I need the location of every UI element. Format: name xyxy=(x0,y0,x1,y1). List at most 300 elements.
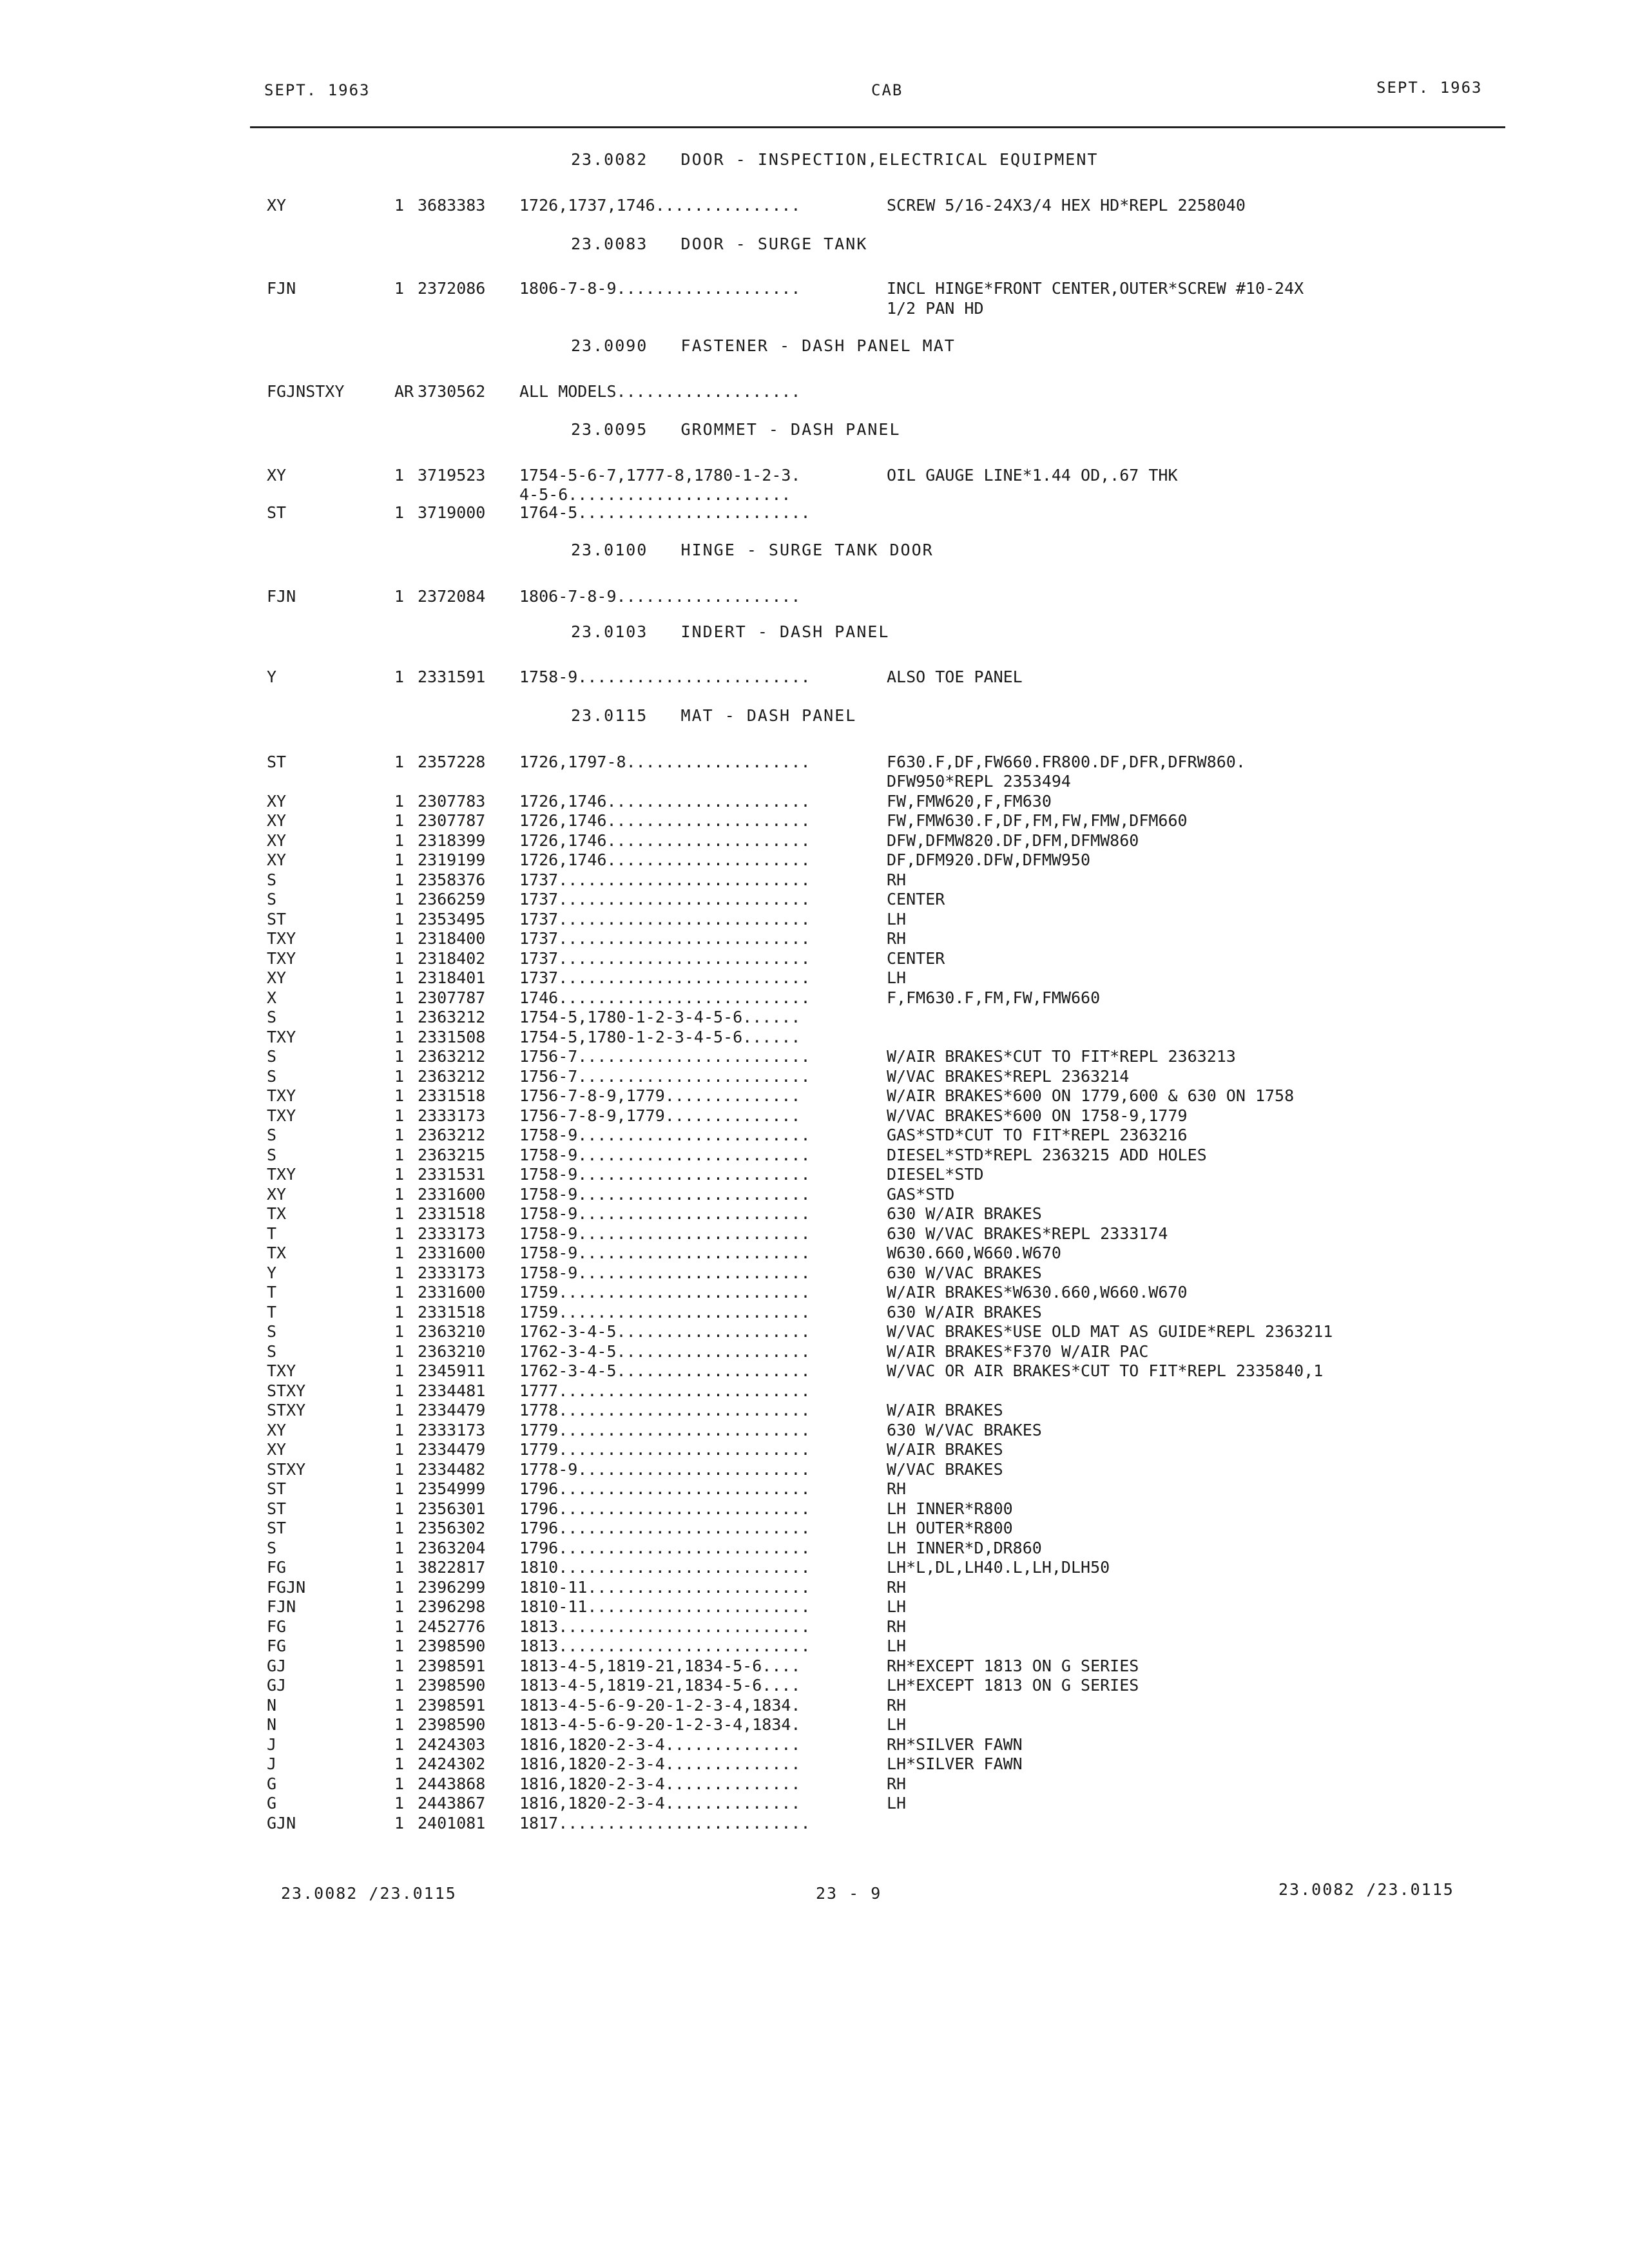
model-code: GJ xyxy=(267,1657,287,1675)
remark: RH*EXCEPT 1813 ON G SERIES xyxy=(887,1657,1139,1675)
part-number: 2345911 xyxy=(418,1361,486,1380)
model-code: T xyxy=(267,1283,277,1302)
model-code: ST xyxy=(267,1479,287,1498)
model-code: S xyxy=(267,1126,277,1144)
part-number: 2443867 xyxy=(418,1794,486,1812)
model-applicability: 1813.......................... xyxy=(519,1617,811,1636)
model-applicability: 1737.......................... xyxy=(519,890,811,908)
quantity: 1 xyxy=(394,1676,405,1695)
model-code: S xyxy=(267,1539,277,1557)
part-row xyxy=(0,1774,1629,1794)
remark: 630 W/AIR BRAKES xyxy=(887,1303,1042,1321)
remark: W/AIR BRAKES*600 ON 1779,600 & 630 ON 1758 xyxy=(887,1086,1295,1105)
quantity: 1 xyxy=(394,1539,405,1557)
part-row xyxy=(0,381,1629,402)
remark: W/VAC BRAKES*USE OLD MAT AS GUIDE*REPL 2363211 xyxy=(887,1322,1333,1341)
part-row xyxy=(0,968,1629,988)
part-row xyxy=(0,1027,1629,1048)
remark: 630 W/VAC BRAKES xyxy=(887,1264,1042,1282)
section-heading xyxy=(0,419,1629,440)
part-number: 2307787 xyxy=(418,811,486,830)
remark: DFW950*REPL 2353494 xyxy=(887,772,1071,791)
model-code: STXY xyxy=(267,1460,306,1479)
part-number: 2396298 xyxy=(418,1597,486,1616)
quantity: 1 xyxy=(394,1342,405,1361)
model-applicability: 1764-5........................ xyxy=(519,503,811,522)
part-row xyxy=(0,503,1629,523)
model-code: XY xyxy=(267,1421,287,1439)
model-applicability: 1762-3-4-5.................... xyxy=(519,1342,811,1361)
quantity: 1 xyxy=(394,929,405,948)
model-applicability: 1754-5,1780-1-2-3-4-5-6...... xyxy=(519,1028,801,1046)
part-row xyxy=(0,909,1629,930)
quantity: 1 xyxy=(394,1283,405,1302)
quantity: 1 xyxy=(394,1774,405,1793)
part-row xyxy=(0,1675,1629,1696)
part-number: 2424302 xyxy=(418,1754,486,1773)
part-number: 2353495 xyxy=(418,910,486,928)
model-applicability: 1813-4-5,1819-21,1834-5-6.... xyxy=(519,1676,801,1695)
section-title: 23.0103 INDERT - DASH PANEL xyxy=(571,622,890,641)
quantity: 1 xyxy=(394,1008,405,1026)
page-number: 23 - 9 xyxy=(816,1884,882,1903)
part-number: 2356301 xyxy=(418,1499,486,1518)
part-row xyxy=(0,1086,1629,1106)
part-number: 2363215 xyxy=(418,1146,486,1164)
part-number: 2333173 xyxy=(418,1264,486,1282)
remark: W/VAC OR AIR BRAKES*CUT TO FIT*REPL 2335840,1 xyxy=(887,1361,1324,1380)
quantity: 1 xyxy=(394,1715,405,1734)
model-applicability: 1758-9........................ xyxy=(519,1204,811,1223)
footer-range-right: 23.0082 /23.0115 xyxy=(1278,1880,1454,1899)
quantity: 1 xyxy=(394,1028,405,1046)
model-applicability: 1816,1820-2-3-4.............. xyxy=(519,1794,801,1812)
part-number: 2398590 xyxy=(418,1676,486,1695)
remark: 630 W/AIR BRAKES xyxy=(887,1204,1042,1223)
model-code: XY xyxy=(267,968,287,987)
section-heading xyxy=(0,234,1629,255)
model-code: ST xyxy=(267,1499,287,1518)
remark: DIESEL*STD xyxy=(887,1165,984,1184)
part-row xyxy=(0,1164,1629,1185)
model-applicability: 1796.......................... xyxy=(519,1499,811,1518)
part-row xyxy=(0,928,1629,949)
part-number: 2331531 xyxy=(418,1165,486,1184)
part-row xyxy=(0,988,1629,1008)
model-code: TXY xyxy=(267,1361,296,1380)
model-applicability: 1806-7-8-9................... xyxy=(519,279,801,298)
remark: LH*L,DL,LH40.L,LH,DLH50 xyxy=(887,1558,1110,1577)
model-code: G xyxy=(267,1794,277,1812)
remark: RH xyxy=(887,1479,907,1498)
quantity: 1 xyxy=(394,1578,405,1597)
model-code: TXY xyxy=(267,1086,296,1105)
section-heading xyxy=(0,149,1629,170)
part-number: 2331600 xyxy=(418,1283,486,1302)
part-row xyxy=(0,667,1629,687)
model-applicability: 1726,1746..................... xyxy=(519,831,811,850)
remark: DF,DFM920.DFW,DFMW950 xyxy=(887,850,1091,869)
part-row xyxy=(0,1381,1629,1401)
part-number: 2331518 xyxy=(418,1204,486,1223)
model-code: J xyxy=(267,1754,277,1773)
model-applicability: 1726,1746..................... xyxy=(519,850,811,869)
quantity: 1 xyxy=(394,792,405,811)
remark: 1/2 PAN HD xyxy=(887,299,984,318)
remark: ALSO TOE PANEL xyxy=(887,668,1023,686)
quantity: 1 xyxy=(394,1322,405,1341)
part-number: 2398590 xyxy=(418,1637,486,1655)
section-title: 23.0090 FASTENER - DASH PANEL MAT xyxy=(571,336,956,355)
part-row xyxy=(0,1518,1629,1539)
quantity: 1 xyxy=(394,1165,405,1184)
part-row xyxy=(0,1106,1629,1126)
remark: W/VAC BRAKES*600 ON 1758-9,1779 xyxy=(887,1106,1188,1125)
part-row xyxy=(0,850,1629,870)
quantity: 1 xyxy=(394,1086,405,1105)
part-row xyxy=(0,1302,1629,1323)
model-code: ST xyxy=(267,1519,287,1537)
quantity: 1 xyxy=(394,1047,405,1066)
model-code: FG xyxy=(267,1558,287,1577)
quantity: 1 xyxy=(394,1657,405,1675)
part-row xyxy=(0,1243,1629,1264)
part-row xyxy=(0,870,1629,890)
part-row xyxy=(0,1361,1629,1381)
remark: 630 W/VAC BRAKES*REPL 2333174 xyxy=(887,1224,1168,1243)
quantity: 1 xyxy=(394,1617,405,1636)
model-code: S xyxy=(267,1342,277,1361)
quantity: 1 xyxy=(394,870,405,889)
part-number: 2363204 xyxy=(418,1539,486,1557)
model-applicability: 1813-4-5-6-9-20-1-2-3-4,1834. xyxy=(519,1715,801,1734)
remark: W630.660,W660.W670 xyxy=(887,1244,1061,1262)
model-applicability: 1758-9........................ xyxy=(519,1185,811,1204)
model-code: XY xyxy=(267,831,287,850)
part-number: 2307787 xyxy=(418,988,486,1007)
part-row xyxy=(0,752,1629,773)
remark: W/VAC BRAKES xyxy=(887,1460,1003,1479)
quantity: 1 xyxy=(394,668,405,686)
quantity: 1 xyxy=(394,466,405,485)
remark: LH xyxy=(887,1794,907,1812)
part-number: 2331518 xyxy=(418,1086,486,1105)
quantity: 1 xyxy=(394,1735,405,1754)
part-number: 2333173 xyxy=(418,1421,486,1439)
model-code: TX xyxy=(267,1244,287,1262)
part-number: 2372086 xyxy=(418,279,486,298)
quantity: 1 xyxy=(394,831,405,850)
part-row xyxy=(0,1341,1629,1362)
part-number: 2363210 xyxy=(418,1342,486,1361)
model-applicability: 1777.......................... xyxy=(519,1381,811,1400)
remark: W/AIR BRAKES*F370 W/AIR PAC xyxy=(887,1342,1149,1361)
model-code: X xyxy=(267,988,277,1007)
model-applicability: 1813-4-5-6-9-20-1-2-3-4,1834. xyxy=(519,1696,801,1715)
section-heading xyxy=(0,706,1629,726)
part-row xyxy=(0,1459,1629,1480)
model-applicability: 4-5-6....................... xyxy=(519,485,791,504)
remark: LH xyxy=(887,968,907,987)
part-number: 2354999 xyxy=(418,1479,486,1498)
part-number: 2333173 xyxy=(418,1106,486,1125)
remark: LH OUTER*R800 xyxy=(887,1519,1013,1537)
part-row xyxy=(0,1636,1629,1657)
remark: W/VAC BRAKES*REPL 2363214 xyxy=(887,1067,1130,1086)
part-row xyxy=(0,811,1629,831)
remark: OIL GAUGE LINE*1.44 OD,.67 THK xyxy=(887,466,1178,485)
model-code: GJ xyxy=(267,1676,287,1695)
model-code: S xyxy=(267,1322,277,1341)
part-row xyxy=(0,195,1629,216)
model-applicability: 1816,1820-2-3-4.............. xyxy=(519,1774,801,1793)
remark: LH INNER*R800 xyxy=(887,1499,1013,1518)
part-row xyxy=(0,1420,1629,1441)
part-row xyxy=(0,889,1629,910)
part-number: 2443868 xyxy=(418,1774,486,1793)
part-row xyxy=(0,1793,1629,1814)
model-applicability: 1726,1746..................... xyxy=(519,792,811,811)
model-code: J xyxy=(267,1735,277,1754)
remark: SCREW 5/16-24X3/4 HEX HD*REPL 2258040 xyxy=(887,196,1246,215)
remark: W/AIR BRAKES xyxy=(887,1401,1003,1419)
model-applicability: 1756-7-8-9,1779.............. xyxy=(519,1086,801,1105)
model-code: FJN xyxy=(267,587,296,606)
part-row xyxy=(0,1066,1629,1087)
model-applicability: 1726,1737,1746............... xyxy=(519,196,801,215)
remark: DIESEL*STD*REPL 2363215 ADD HOLES xyxy=(887,1146,1207,1164)
part-number: 2366259 xyxy=(418,890,486,908)
model-applicability: 1758-9........................ xyxy=(519,1264,811,1282)
quantity: 1 xyxy=(394,949,405,968)
quantity: 1 xyxy=(394,1244,405,1262)
part-number: 2331508 xyxy=(418,1028,486,1046)
quantity: 1 xyxy=(394,1814,405,1832)
model-code: G xyxy=(267,1774,277,1793)
quantity: 1 xyxy=(394,1440,405,1459)
model-code: T xyxy=(267,1224,277,1243)
part-row xyxy=(0,465,1629,486)
part-number: 2318402 xyxy=(418,949,486,968)
quantity: 1 xyxy=(394,1126,405,1144)
quantity: 1 xyxy=(394,1519,405,1537)
section-heading xyxy=(0,336,1629,356)
quantity: 1 xyxy=(394,1479,405,1498)
quantity: 1 xyxy=(394,279,405,298)
model-code: FGJN xyxy=(267,1578,306,1597)
part-row xyxy=(0,1813,1629,1834)
remark: W/AIR BRAKES*W630.660,W660.W670 xyxy=(887,1283,1188,1302)
part-number: 2357228 xyxy=(418,753,486,771)
remark: GAS*STD*CUT TO FIT*REPL 2363216 xyxy=(887,1126,1188,1144)
remark: W/AIR BRAKES xyxy=(887,1440,1003,1459)
part-row xyxy=(0,1145,1629,1166)
model-applicability: 1816,1820-2-3-4.............. xyxy=(519,1735,801,1754)
remark: LH*EXCEPT 1813 ON G SERIES xyxy=(887,1676,1139,1695)
part-row xyxy=(0,586,1629,607)
part-number: 2363212 xyxy=(418,1008,486,1026)
quantity: 1 xyxy=(394,1794,405,1812)
model-applicability: 1737.......................... xyxy=(519,949,811,968)
part-number: 3683383 xyxy=(418,196,486,215)
remark: DFW,DFMW820.DF,DFM,DFMW860 xyxy=(887,831,1139,850)
part-number: 2334482 xyxy=(418,1460,486,1479)
part-row xyxy=(0,1046,1629,1067)
part-row xyxy=(0,1617,1629,1637)
section-heading xyxy=(0,622,1629,642)
model-code: XY xyxy=(267,811,287,830)
model-applicability: 1779.......................... xyxy=(519,1440,811,1459)
quantity: 1 xyxy=(394,910,405,928)
model-code: S xyxy=(267,1146,277,1164)
part-number: 2401081 xyxy=(418,1814,486,1832)
quantity: 1 xyxy=(394,1067,405,1086)
model-code: FJN xyxy=(267,1597,296,1616)
part-row xyxy=(0,1656,1629,1677)
remark: LH xyxy=(887,1715,907,1734)
remark: LH*SILVER FAWN xyxy=(887,1754,1023,1773)
part-row xyxy=(0,1597,1629,1617)
remark: F,FM630.F,FM,FW,FMW660 xyxy=(887,988,1101,1007)
quantity: 1 xyxy=(394,1106,405,1125)
model-applicability: 1754-5-6-7,1777-8,1780-1-2-3. xyxy=(519,466,801,485)
part-number: 2318399 xyxy=(418,831,486,850)
model-applicability: 1796.......................... xyxy=(519,1479,811,1498)
part-row xyxy=(0,1125,1629,1146)
part-number: 2363212 xyxy=(418,1126,486,1144)
quantity: 1 xyxy=(394,1381,405,1400)
remark: LH xyxy=(887,1637,907,1655)
quantity: 1 xyxy=(394,1401,405,1419)
part-number: 2331591 xyxy=(418,668,486,686)
quantity: 1 xyxy=(394,196,405,215)
model-code: XY xyxy=(267,850,287,869)
model-code: ST xyxy=(267,910,287,928)
quantity: 1 xyxy=(394,1754,405,1773)
section-title: 23.0083 DOOR - SURGE TANK xyxy=(571,235,868,253)
part-row xyxy=(0,1538,1629,1559)
model-applicability: 1756-7-8-9,1779.............. xyxy=(519,1106,801,1125)
remark: F630.F,DF,FW660.FR800.DF,DFR,DFRW860. xyxy=(887,753,1246,771)
model-code: S xyxy=(267,1008,277,1026)
part-number: 2331600 xyxy=(418,1244,486,1262)
part-row xyxy=(0,1695,1629,1716)
quantity: 1 xyxy=(394,890,405,908)
model-applicability: 1758-9........................ xyxy=(519,1165,811,1184)
model-applicability: 1737.......................... xyxy=(519,870,811,889)
model-applicability: 1758-9........................ xyxy=(519,1224,811,1243)
model-code: FGJNSTXY xyxy=(267,382,345,401)
section-title: 23.0100 HINGE - SURGE TANK DOOR xyxy=(571,541,934,559)
section-heading xyxy=(0,540,1629,561)
model-code: TXY xyxy=(267,949,296,968)
part-number: 2318400 xyxy=(418,929,486,948)
quantity: 1 xyxy=(394,753,405,771)
model-code: TXY xyxy=(267,1165,296,1184)
model-applicability: 1726,1797-8................... xyxy=(519,753,811,771)
part-row xyxy=(0,948,1629,969)
model-applicability: 1759.......................... xyxy=(519,1283,811,1302)
part-number: 2358376 xyxy=(418,870,486,889)
part-number: 3719000 xyxy=(418,503,486,522)
model-applicability: 1796.......................... xyxy=(519,1539,811,1557)
model-code: XY xyxy=(267,792,287,811)
model-applicability: 1810-11....................... xyxy=(519,1578,811,1597)
remark: CENTER xyxy=(887,949,945,968)
model-code: Y xyxy=(267,668,277,686)
part-number: 2398591 xyxy=(418,1696,486,1715)
part-number: 3822817 xyxy=(418,1558,486,1577)
remark: FW,FMW630.F,DF,FM,FW,FMW,DFM660 xyxy=(887,811,1188,830)
remark: LH INNER*D,DR860 xyxy=(887,1539,1042,1557)
part-number: 2398590 xyxy=(418,1715,486,1734)
model-code: TX xyxy=(267,1204,287,1223)
remark: INCL HINGE*FRONT CENTER,OUTER*SCREW #10-24X xyxy=(887,279,1304,298)
part-row xyxy=(0,1715,1629,1735)
model-code: XY xyxy=(267,466,287,485)
model-code: STXY xyxy=(267,1381,306,1400)
part-row xyxy=(0,1754,1629,1774)
model-code: N xyxy=(267,1715,277,1734)
model-code: TXY xyxy=(267,1028,296,1046)
model-code: STXY xyxy=(267,1401,306,1419)
model-applicability: 1778-9........................ xyxy=(519,1460,811,1479)
model-applicability: 1756-7........................ xyxy=(519,1067,811,1086)
part-number: 2318401 xyxy=(418,968,486,987)
quantity: 1 xyxy=(394,1146,405,1164)
model-code: XY xyxy=(267,196,287,215)
model-code: XY xyxy=(267,1440,287,1459)
quantity: 1 xyxy=(394,1637,405,1655)
part-number: 2331600 xyxy=(418,1185,486,1204)
part-number: 2396299 xyxy=(418,1578,486,1597)
remark: CENTER xyxy=(887,890,945,908)
part-number: 2307783 xyxy=(418,792,486,811)
model-applicability: 1762-3-4-5.................... xyxy=(519,1361,811,1380)
model-applicability: 1756-7........................ xyxy=(519,1047,811,1066)
part-number: 2363212 xyxy=(418,1047,486,1066)
part-row xyxy=(0,1439,1629,1460)
model-applicability: 1778.......................... xyxy=(519,1401,811,1419)
quantity: 1 xyxy=(394,850,405,869)
model-applicability: 1810.......................... xyxy=(519,1558,811,1577)
remark: RH xyxy=(887,1774,907,1793)
part-number: 2398591 xyxy=(418,1657,486,1675)
quantity: 1 xyxy=(394,988,405,1007)
model-code: ST xyxy=(267,503,287,522)
quantity: 1 xyxy=(394,1303,405,1321)
header-date-right: SEPT. 1963 xyxy=(1376,79,1483,97)
model-applicability: 1737.......................... xyxy=(519,929,811,948)
part-number: 2424303 xyxy=(418,1735,486,1754)
quantity: 1 xyxy=(394,1499,405,1518)
footer-range-left: 23.0082 /23.0115 xyxy=(281,1884,457,1903)
part-number: 2363210 xyxy=(418,1322,486,1341)
model-applicability: 1810-11....................... xyxy=(519,1597,811,1616)
model-code: FJN xyxy=(267,279,296,298)
part-row xyxy=(0,278,1629,299)
model-code: FG xyxy=(267,1637,287,1655)
part-row xyxy=(0,1184,1629,1205)
quantity: AR xyxy=(394,382,414,401)
part-row xyxy=(0,1577,1629,1598)
model-code: N xyxy=(267,1696,277,1715)
quantity: 1 xyxy=(394,1558,405,1577)
part-row xyxy=(0,1263,1629,1283)
header-section-title: CAB xyxy=(871,81,903,99)
part-number: 2372084 xyxy=(418,587,486,606)
model-applicability: 1758-9........................ xyxy=(519,1126,811,1144)
